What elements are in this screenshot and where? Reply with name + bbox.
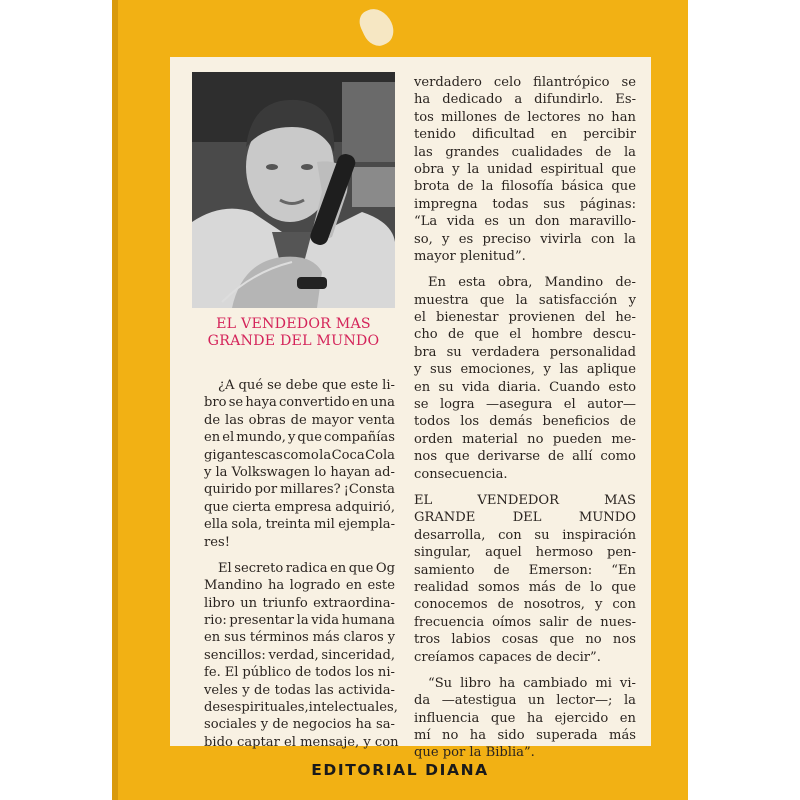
text-line: y sus emociones, y las aplique bbox=[414, 362, 636, 378]
text-line: “La vida es un don maravillo- bbox=[414, 214, 636, 230]
text-line: se logra —asegura el autor— bbox=[414, 397, 636, 413]
paragraph-gap bbox=[414, 666, 636, 675]
paragraph-gap bbox=[414, 265, 636, 274]
text-line: el bienestar provienen del he- bbox=[414, 310, 636, 326]
text-line: bido captar el mensaje, y con bbox=[204, 734, 399, 750]
text-line: des espirituales, intelectuales, bbox=[204, 700, 398, 716]
text-line: en su vida diaria. Cuando esto bbox=[414, 379, 636, 395]
text-line: verdadero celo filantrópico se bbox=[414, 75, 636, 90]
text-line: realidad somos más de lo que bbox=[414, 579, 636, 595]
text-line: conocemos de nosotros, y con bbox=[414, 597, 636, 613]
text-line: singular, aquel hermoso pen- bbox=[414, 545, 636, 561]
text-line: obra y la unidad espiritual que bbox=[414, 161, 636, 177]
text-line: da —atestigua un lector—; la bbox=[414, 693, 636, 709]
paragraph-gap bbox=[204, 551, 395, 560]
text-line: en el mundo, y que compañías bbox=[204, 430, 395, 446]
text-line: samiento de Emerson: “En bbox=[414, 562, 636, 578]
text-line: brota de la filosofía básica que bbox=[414, 179, 636, 195]
text-line: res! bbox=[204, 534, 230, 550]
text-line: que cierta empresa adquirió, bbox=[204, 499, 395, 515]
text-line: todos los demás beneficios de bbox=[414, 414, 636, 430]
text-line: cho de que el hombre descu- bbox=[414, 327, 636, 343]
text-line: libro un triunfo extraordina- bbox=[204, 595, 395, 611]
text-line: tros labios cosas que no nos bbox=[414, 632, 636, 648]
text-line: EL VENDEDOR MAS bbox=[414, 492, 636, 508]
text-line: bra su verdadera personalidad bbox=[414, 344, 636, 360]
text-line: veles y de todas las activida- bbox=[204, 682, 395, 698]
book-title-line: EL VENDEDOR MAS bbox=[216, 316, 371, 332]
text-line: impregna todas sus páginas: bbox=[414, 196, 636, 212]
left-text-column bbox=[204, 377, 399, 751]
text-line: consecuencia. bbox=[414, 466, 508, 482]
book-title-line: GRANDE DEL MUNDO bbox=[207, 333, 380, 349]
cover-spine-edge bbox=[112, 0, 118, 800]
text-line: tenido dificultad en percibir bbox=[414, 127, 636, 143]
paragraph-gap bbox=[414, 483, 636, 492]
text-line: de las obras de mayor venta bbox=[204, 412, 395, 428]
text-line: desarrolla, con su inspiración bbox=[414, 527, 636, 543]
text-line: GRANDE DEL MUNDO bbox=[414, 510, 636, 526]
text-line: gigantescas como la Coca Cola bbox=[204, 447, 395, 463]
text-line: y la Volkswagen lo hayan ad- bbox=[204, 464, 395, 480]
text-line: quirido por millares? ¡Consta bbox=[204, 482, 395, 498]
text-line: nos que derivarse de allí como bbox=[414, 449, 636, 465]
text-line: so, y es preciso vivirla con la bbox=[414, 231, 636, 247]
text-line: mayor plenitud”. bbox=[414, 248, 526, 264]
text-line: El secreto radica en que Og bbox=[218, 560, 395, 576]
text-line: ¿A qué se debe que este li- bbox=[218, 378, 395, 393]
text-line: rio: presentar la vida humana bbox=[204, 613, 395, 629]
publisher-name: EDITORIAL DIANA bbox=[311, 761, 489, 779]
book-title bbox=[192, 316, 395, 350]
text-line: creíamos capaces de decir”. bbox=[414, 649, 601, 665]
text-line: orden material no pueden me- bbox=[414, 431, 636, 447]
text-line: mí no ha sido superada más bbox=[414, 728, 636, 744]
text-line: bro se haya convertido en una bbox=[204, 395, 395, 411]
text-line: en sus términos más claros y bbox=[204, 630, 395, 646]
text-line: que por la Biblia”. bbox=[414, 745, 535, 761]
text-line: frecuencia oímos salir de nues- bbox=[414, 614, 636, 630]
text-line: las grandes cualidades de la bbox=[414, 144, 636, 160]
text-line: ha dedicado a difundirlo. Es- bbox=[414, 92, 636, 108]
text-line: “Su libro ha cambiado mi vi- bbox=[428, 675, 636, 691]
text-line: sociales y de negocios ha sa- bbox=[204, 717, 395, 733]
text-line: muestra que la satisfacción y bbox=[414, 292, 636, 308]
text-line: En esta obra, Mandino de- bbox=[428, 275, 636, 291]
text-line: Mandino ha logrado en este bbox=[204, 578, 395, 594]
right-text-column bbox=[414, 74, 636, 762]
text-line: ella sola, treinta mil ejempla- bbox=[204, 517, 395, 533]
text-line: sencillos: verdad, sinceridad, bbox=[204, 647, 395, 663]
author-photo-icon bbox=[192, 72, 395, 308]
text-line: fe. El público de todos los ni- bbox=[204, 665, 395, 681]
text-line: tos millones de lectores no han bbox=[414, 109, 636, 125]
text-line: influencia que ha ejercido en bbox=[414, 710, 636, 726]
